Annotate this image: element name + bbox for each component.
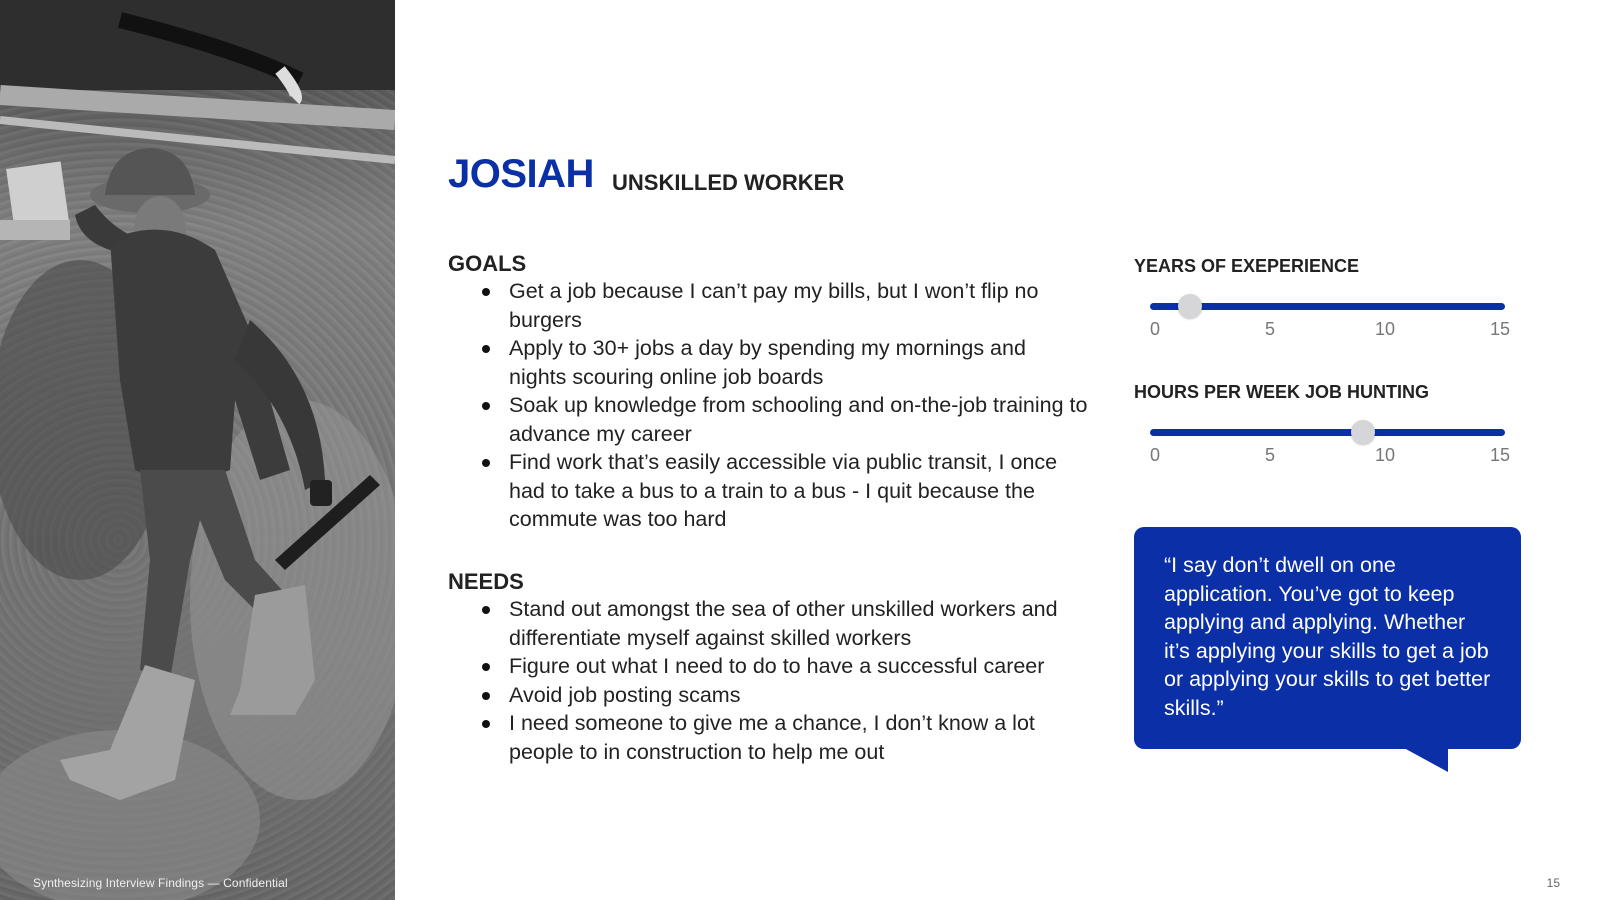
goals-section <box>448 251 1088 534</box>
list-item: Soak up knowledge from schooling and on-the-job training to advance my career <box>509 391 1088 448</box>
slider-tick: 10 <box>1374 319 1396 339</box>
persona-photo <box>0 0 395 900</box>
quote-bubble-tail <box>1404 748 1448 772</box>
quote-text: “I say don’t dwell on one application. You’ve got to keep applying and applying. Whether it’s applying your skills to get a job or applying your skills to get better skills.” <box>1164 553 1491 720</box>
needs-list <box>448 595 1088 766</box>
slider-tick: 0 <box>1149 445 1161 465</box>
persona-name: JOSIAH <box>448 152 594 196</box>
slider-track[interactable] <box>1150 429 1505 436</box>
needs-section <box>448 569 1088 766</box>
slider-tick: 5 <box>1264 445 1276 465</box>
slider-title: YEARS OF EXEPERIENCE <box>1134 256 1360 276</box>
years-experience-slider <box>1134 256 1514 339</box>
goals-heading: GOALS <box>448 251 527 276</box>
slider-tick: 15 <box>1489 445 1511 465</box>
slider-track[interactable] <box>1150 303 1505 310</box>
slider-thumb[interactable] <box>1178 294 1202 318</box>
page-number: 15 <box>1546 876 1560 890</box>
list-item: Apply to 30+ jobs a day by spending my mornings and nights scouring online job boards <box>509 334 1088 391</box>
slider-tick: 0 <box>1149 319 1161 339</box>
slider-title: HOURS PER WEEK JOB HUNTING <box>1134 382 1430 402</box>
list-item: Get a job because I can’t pay my bills, but I won’t flip no burgers <box>509 277 1088 334</box>
hours-job-hunting-slider <box>1134 382 1514 465</box>
needs-heading: NEEDS <box>448 569 524 594</box>
slider-tick: 10 <box>1374 445 1396 465</box>
list-item: Figure out what I need to do to have a successful career <box>509 652 1088 681</box>
list-item: Stand out amongst the sea of other unskilled workers and differentiate myself against skilled workers <box>509 595 1088 652</box>
list-item: I need someone to give me a chance, I don’t know a lot people to in construction to help me out <box>509 709 1088 766</box>
slider-tick: 5 <box>1264 319 1276 339</box>
list-item: Avoid job posting scams <box>509 681 1088 710</box>
list-item: Find work that’s easily accessible via public transit, I once had to take a bus to a train to a bus - I quit because the commute was too hard <box>509 448 1088 534</box>
slider-thumb[interactable] <box>1351 420 1375 444</box>
quote-bubble <box>1134 527 1521 749</box>
slider-tick: 15 <box>1489 319 1511 339</box>
goals-list <box>448 277 1088 534</box>
persona-role: UNSKILLED WORKER <box>612 170 845 195</box>
construction-worker-illustration <box>0 0 395 900</box>
footer-confidential-label: Synthesizing Interview Findings — Confidential <box>33 876 288 890</box>
